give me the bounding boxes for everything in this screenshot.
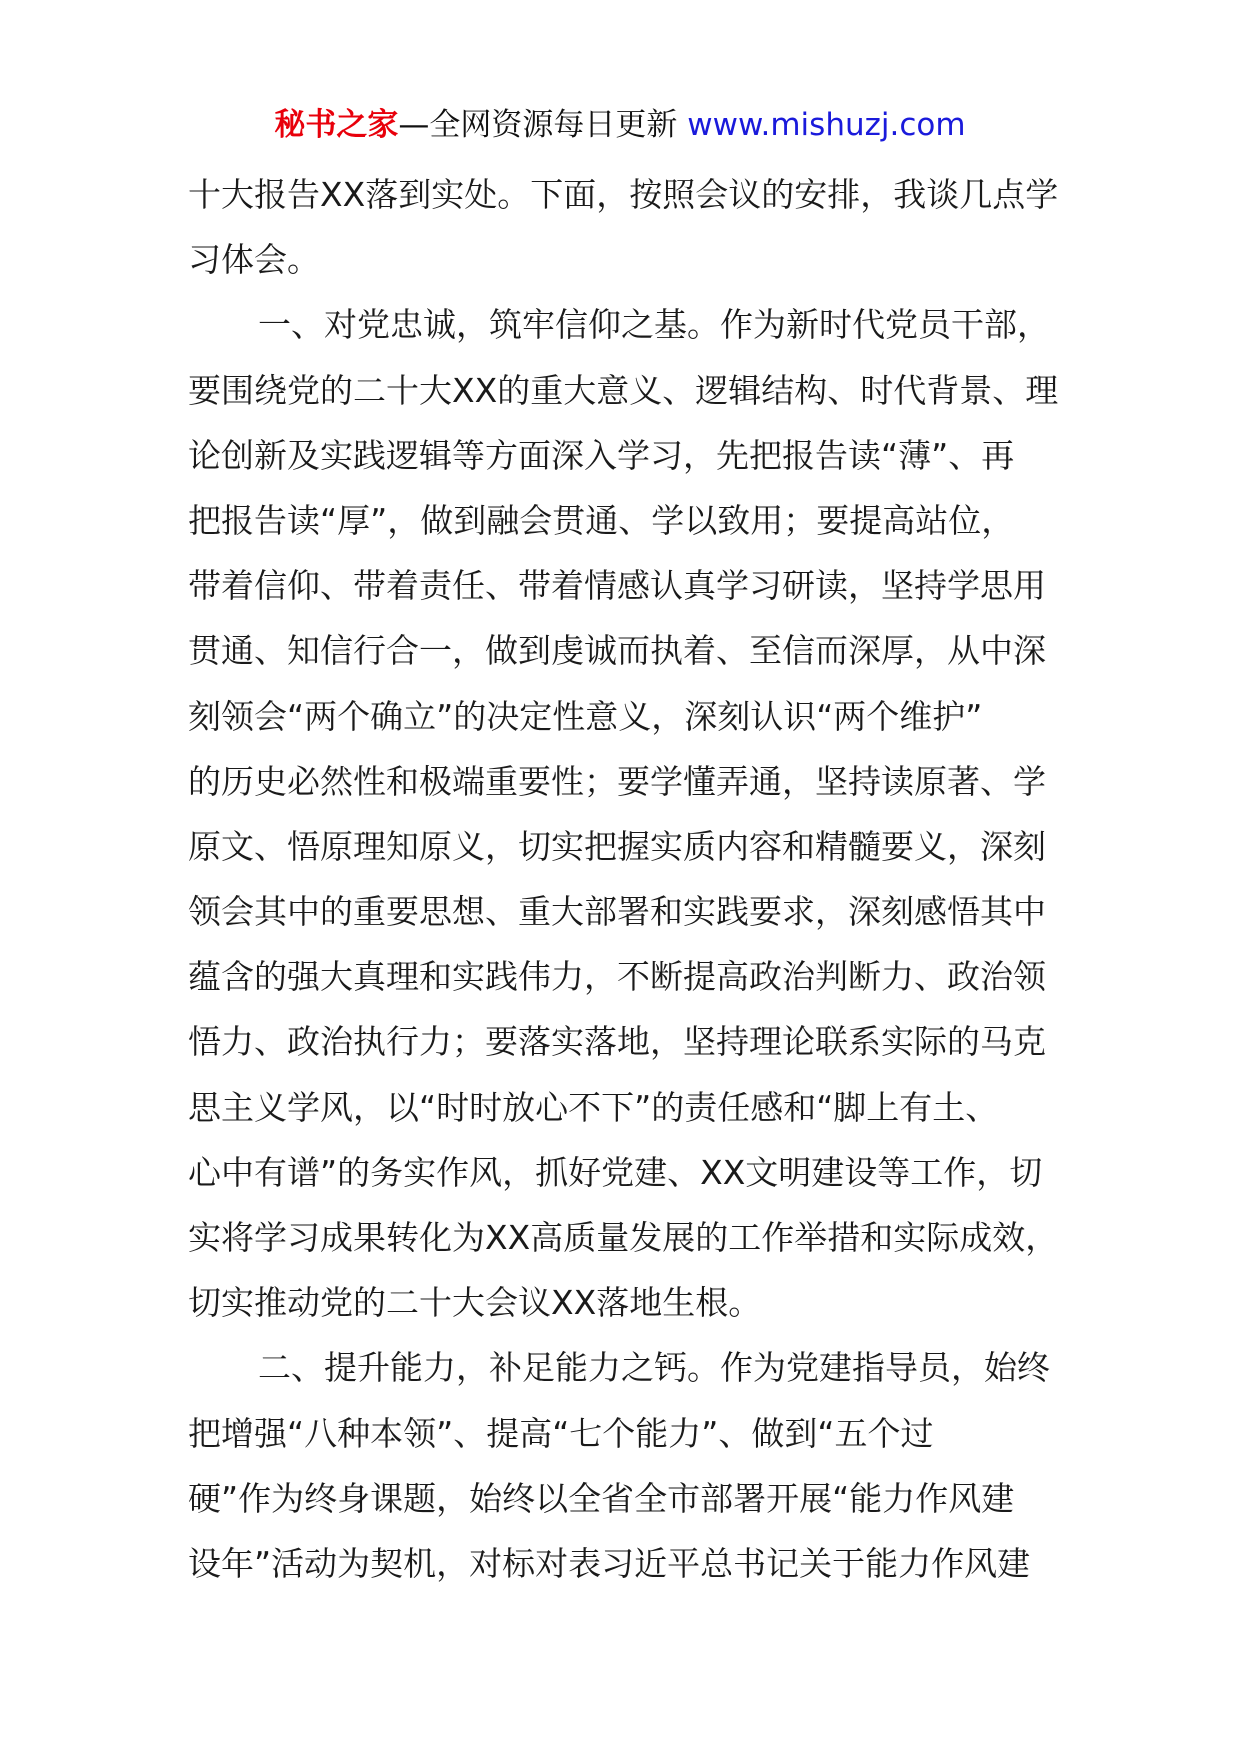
text-line: 领会其中的重要思想、重大部署和实践要求，深刻感悟其中 [188, 892, 1046, 932]
text-line: 习体会。 [188, 240, 320, 280]
text-line: 把增强“八种本领”、提高“七个能力”、做到“五个过 [188, 1413, 934, 1453]
text-line: 设年”活动为契机，对标对表习近平总书记关于能力作风建 [188, 1543, 1031, 1583]
section-heading-line: 一、对党忠诚，筑牢信仰之基。作为新时代党员干部， [258, 305, 1050, 345]
text-line: 实将学习成果转化为XX高质量发展的工作举措和实际成效， [188, 1218, 1059, 1257]
page-header [0, 100, 1240, 150]
text-line: 把报告读“厚”，做到融会贯通、学以致用；要提高站位， [188, 500, 1015, 540]
text-line: 要围绕党的二十大XX的重大意义、逻辑结构、时代背景、理 [188, 370, 1059, 410]
document-body [188, 162, 1068, 1596]
text-line: 切实推动党的二十大会议XX落地生根。 [188, 1283, 762, 1323]
text-line: 悟力、政治执行力；要落实落地，坚持理论联系实际的马克 [188, 1022, 1046, 1062]
header-tagline: —全网资源每日更新 [398, 107, 678, 143]
text-line: 思主义学风，以“时时放心不下”的责任感和“脚上有土、 [188, 1087, 999, 1127]
section-heading-line: 二、提升能力，补足能力之钙。作为党建指导员，始终 [258, 1348, 1050, 1388]
text-line: 的历史必然性和极端重要性；要学懂弄通，坚持读原著、学 [188, 761, 1046, 801]
brand-name: 秘书之家 [274, 107, 399, 143]
text-line: 十大报告XX落到实处。下面，按照会议的安排，我谈几点学 [188, 175, 1059, 214]
text-line: 蕴含的强大真理和实践伟力，不断提高政治判断力、政治领 [188, 957, 1046, 997]
text-line: 原文、悟原理知原义，切实把握实质内容和精髓要义，深刻 [188, 826, 1046, 866]
text-line: 心中有谱”的务实作风，抓好党建、XX文明建设等工作，切 [188, 1152, 1043, 1192]
text-line: 贯通、知信行合一，做到虔诚而执着、至信而深厚，从中深 [188, 631, 1046, 671]
text-line: 带着信仰、带着责任、带着情感认真学习研读，坚持学思用 [188, 566, 1046, 606]
site-url-link[interactable]: www.mishuzj.com [687, 107, 966, 143]
text-line: 论创新及实践逻辑等方面深入学习，先把报告读“薄”、再 [188, 435, 1015, 475]
text-line: 刻领会“两个确立”的决定性意义，深刻认识“两个维护” [188, 696, 983, 736]
text-line: 硬”作为终身课题，始终以全省全市部署开展“能力作风建 [188, 1478, 1015, 1518]
